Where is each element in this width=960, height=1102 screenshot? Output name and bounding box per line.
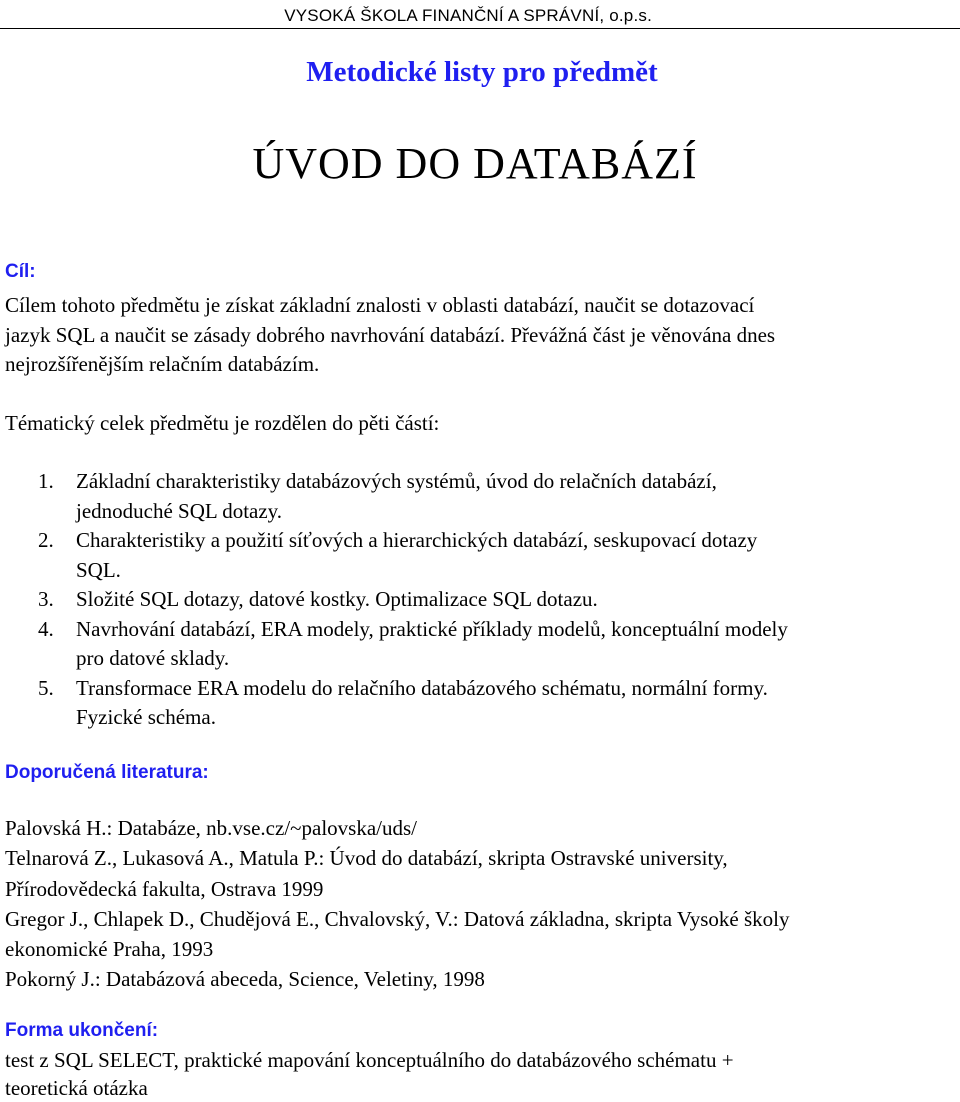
goal-line: Cílem tohoto předmětu je získat základní znalosti v oblasti databází, naučit se dotazovací	[5, 293, 755, 317]
topics-list	[38, 467, 938, 733]
list-item-number: 3.	[38, 587, 54, 611]
list-item-line: Základní charakteristiky databázových systémů, úvod do relačních databází,	[76, 469, 717, 493]
list-item	[38, 674, 938, 733]
literature-list	[5, 813, 945, 995]
list-item-number: 1.	[38, 469, 54, 493]
completion-line: test z SQL SELECT, praktické mapování konceptuálního do databázového schématu +	[5, 1048, 734, 1072]
list-item-number: 4.	[38, 616, 54, 641]
reference-line: Pokorný J.: Databázová abeceda, Science, Veletiny, 1998	[5, 967, 485, 992]
document-title: ÚVOD DO DATABÁZÍ	[252, 139, 698, 188]
reference-line: Telnarová Z., Lukasová A., Matula P.: Úvod do databází, skripta Ostravské university,	[5, 846, 728, 871]
completion-line: teoretická otázka	[5, 1076, 148, 1100]
header-divider	[0, 28, 960, 29]
goal-paragraph	[5, 291, 945, 380]
list-item	[38, 615, 938, 674]
list-item	[38, 467, 938, 526]
reference-line: Gregor J., Chlapek D., Chudějová E., Chvalovský, V.: Datová základna, skripta Vysoké školy	[5, 906, 790, 931]
list-item-line: Fyzické schéma.	[76, 705, 216, 729]
institution-header: VYSOKÁ ŠKOLA FINANČNÍ A SPRÁVNÍ, o.p.s.	[284, 6, 652, 25]
goal-heading: Cíl:	[5, 261, 36, 282]
list-item	[38, 526, 938, 585]
topics-intro: Tématický celek předmětu je rozdělen do pěti částí:	[5, 411, 440, 435]
list-item-line: Navrhování databází, ERA modely, praktické příklady modelů, konceptuální modely	[76, 616, 788, 641]
literature-heading: Doporučená literatura:	[5, 762, 209, 783]
list-item-line: jednoduché SQL dotazy.	[76, 498, 283, 523]
list-item-line: Transformace ERA modelu do relačního databázového schématu, normální formy.	[76, 675, 768, 700]
list-item	[38, 585, 938, 615]
list-item-line: pro datové sklady.	[76, 646, 230, 670]
reference-line: Přírodovědecká fakulta, Ostrava 1999	[5, 876, 324, 901]
list-item-line: SQL.	[76, 557, 121, 582]
list-item-line: Složité SQL dotazy, datové kostky. Optimalizace SQL dotazu.	[76, 587, 598, 611]
reference-line: Palovská H.: Databáze, nb.vse.cz/~palovska/uds/	[5, 816, 418, 840]
goal-line: jazyk SQL a naučit se zásady dobrého navrhování databází. Převážná část je věnována dnes	[5, 322, 776, 347]
document-subtitle: Metodické listy pro předmět	[306, 56, 658, 88]
reference-line: ekonomické Praha, 1993	[5, 937, 214, 962]
list-item-number: 5.	[38, 675, 54, 700]
list-item-line: Charakteristiky a použití síťových a hierarchických databází, seskupovací dotazy	[76, 528, 758, 552]
list-item-number: 2.	[38, 528, 54, 552]
completion-heading: Forma ukončení:	[5, 1020, 159, 1041]
completion-paragraph	[5, 1046, 945, 1102]
goal-line: nejrozšířenějším relačním databázím.	[5, 352, 320, 376]
